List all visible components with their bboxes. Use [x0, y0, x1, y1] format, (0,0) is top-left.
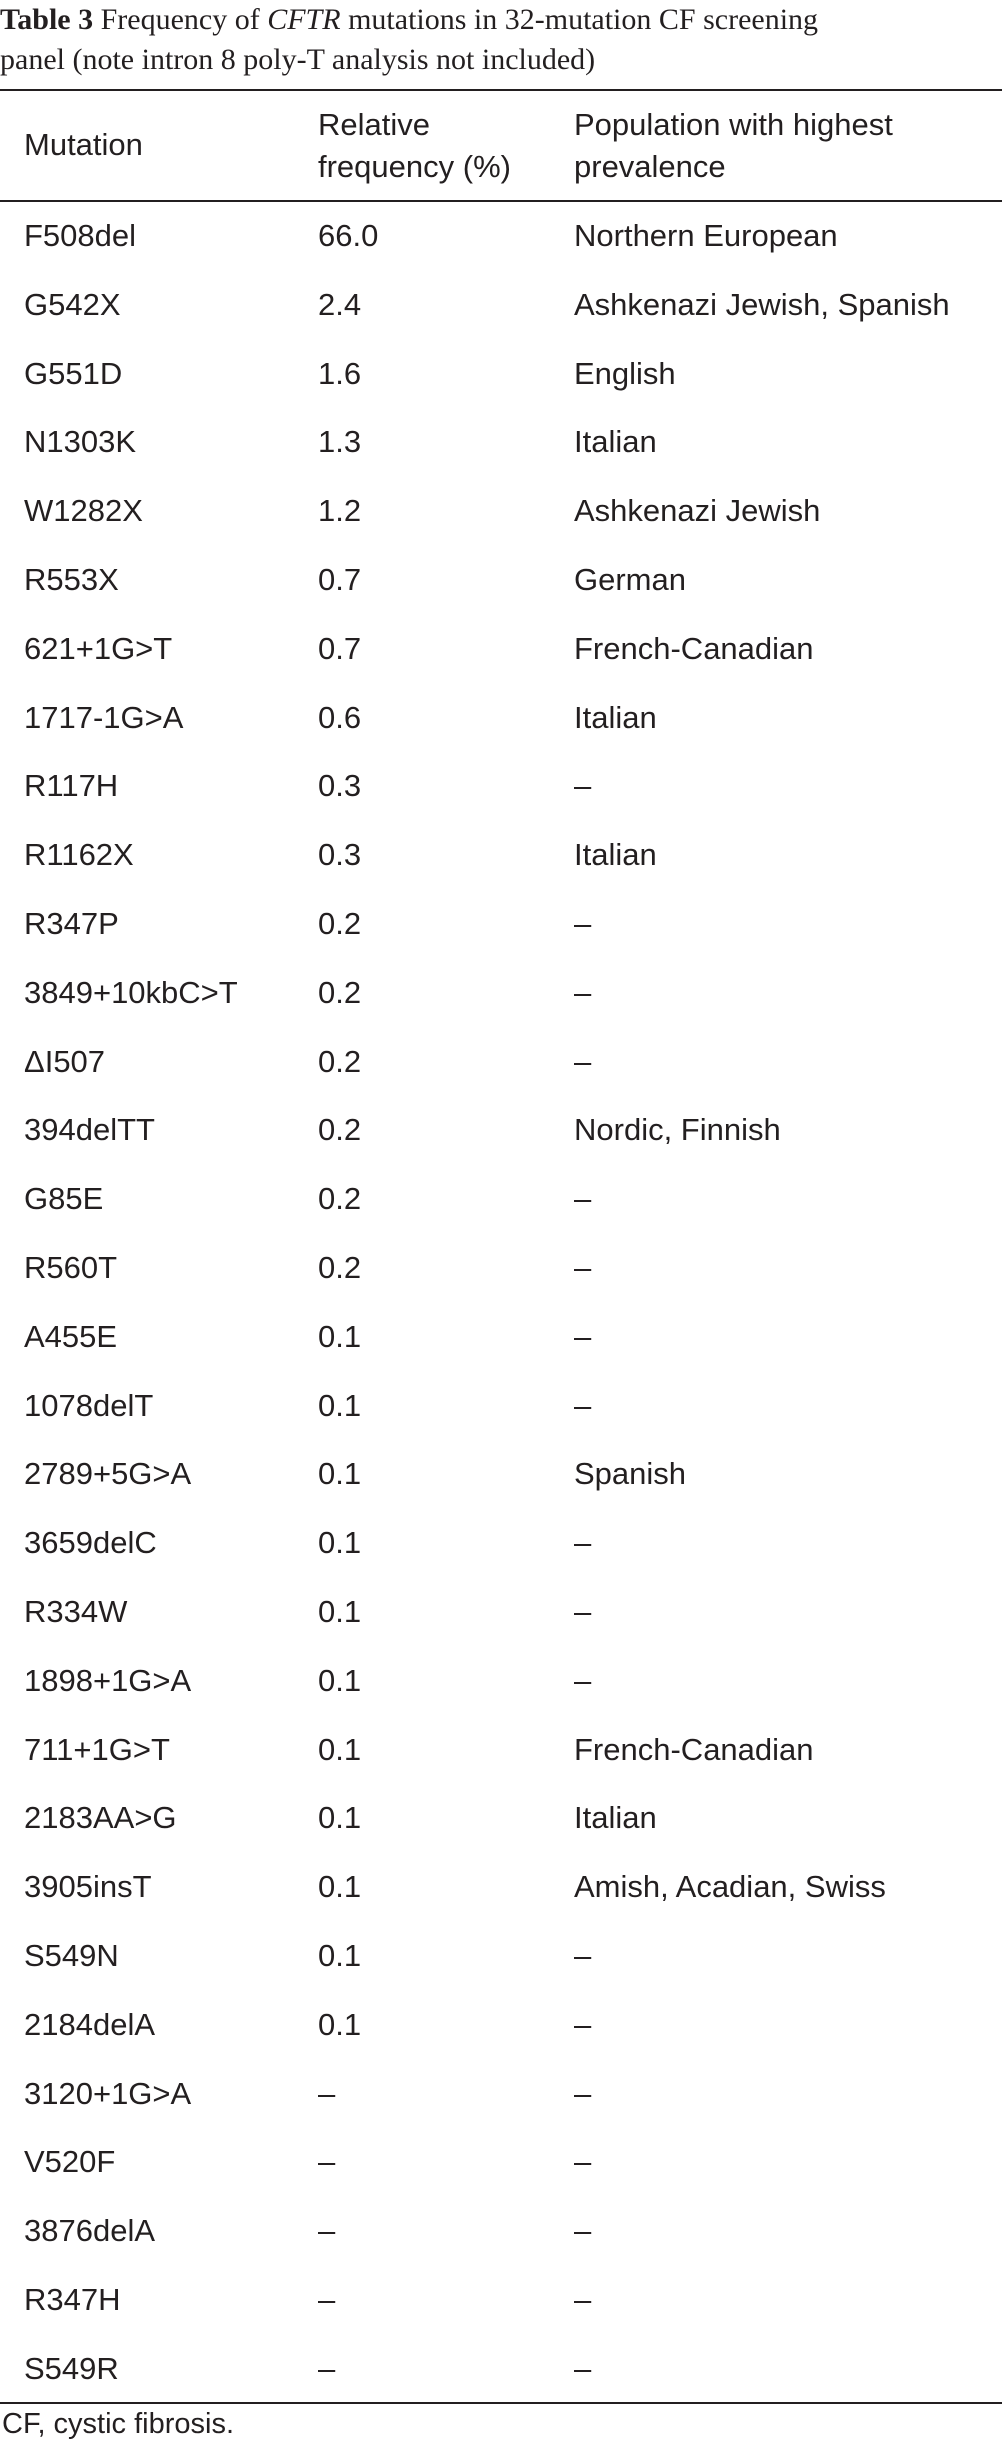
mutation-cell: R1162X: [24, 837, 134, 873]
mutation-cell: 3120+1G>A: [24, 2075, 192, 2111]
caption-line-1: [0, 0, 1002, 40]
table-row: [0, 202, 1002, 271]
population-cell: Ashkenazi Jewish, Spanish: [574, 286, 950, 322]
table-row: [0, 1991, 1002, 2060]
frequency-cell: 0.2: [318, 905, 362, 941]
mutation-cell: 711+1G>T: [24, 1731, 170, 1767]
frequency-cell: 0.2: [318, 1249, 362, 1285]
population-cell: Italian: [574, 424, 657, 460]
mutation-cell: G542X: [24, 286, 121, 322]
population-cell: English: [574, 355, 676, 391]
mutation-cell: G85E: [24, 1181, 104, 1217]
table-row: [0, 2197, 1002, 2266]
population-cell: German: [574, 561, 686, 597]
table-top-rule: [0, 89, 1002, 91]
header-relative-frequency-line2: frequency (%): [318, 149, 511, 184]
population-cell: –: [574, 974, 592, 1010]
population-cell: French-Canadian: [574, 630, 814, 666]
population-cell: –: [574, 1043, 592, 1079]
frequency-cell: 0.2: [318, 1112, 362, 1148]
population-cell: –: [574, 1318, 592, 1354]
frequency-cell: 0.7: [318, 561, 362, 597]
population-cell: –: [574, 2281, 592, 2317]
table-row: [0, 821, 1002, 890]
table-footnote: CF, cystic fibrosis.: [2, 2408, 235, 2440]
frequency-cell: 0.1: [318, 1731, 362, 1767]
frequency-cell: –: [318, 2075, 336, 2111]
frequency-cell: 0.1: [318, 1525, 362, 1561]
caption-text-1: Frequency of: [93, 3, 268, 36]
frequency-cell: –: [318, 2144, 336, 2180]
mutation-cell: G551D: [24, 355, 123, 391]
mutation-cell: 3659delC: [24, 1525, 157, 1561]
table-row: [0, 340, 1002, 409]
table-row: [0, 959, 1002, 1028]
population-cell: Spanish: [574, 1456, 687, 1492]
frequency-cell: –: [318, 2213, 336, 2249]
frequency-cell: 0.1: [318, 1800, 362, 1836]
caption-line-2: panel (note intron 8 poly-T analysis not included): [0, 43, 596, 76]
mutation-cell: 3905insT: [24, 1869, 152, 1905]
mutation-cell: 3849+10kbC>T: [24, 974, 238, 1010]
population-cell: French-Canadian: [574, 1731, 814, 1767]
mutation-cell: R334W: [24, 1593, 128, 1629]
frequency-cell: 0.2: [318, 974, 362, 1010]
population-cell: –: [574, 1593, 592, 1629]
header-relative-frequency: [318, 104, 511, 188]
header-population-line2: prevalence: [574, 149, 726, 184]
mutation-cell: 1898+1G>A: [24, 1662, 192, 1698]
table-row: [0, 1853, 1002, 1922]
mutation-cell: N1303K: [24, 424, 137, 460]
population-cell: –: [574, 2213, 592, 2249]
table-row: [0, 408, 1002, 477]
population-cell: –: [574, 2075, 592, 2111]
frequency-cell: 2.4: [318, 286, 362, 322]
table-row: [0, 1509, 1002, 1578]
header-relative-frequency-line1: Relative: [318, 107, 430, 142]
population-cell: Italian: [574, 699, 657, 735]
mutation-cell: 1078delT: [24, 1387, 154, 1423]
population-cell: –: [574, 1937, 592, 1973]
table-row: [0, 1647, 1002, 1716]
table-row: [0, 1784, 1002, 1853]
mutation-cell: 3876delA: [24, 2213, 156, 2249]
mutation-cell: 1717-1G>A: [24, 699, 184, 735]
population-cell: –: [574, 1387, 592, 1423]
table-row: [0, 271, 1002, 340]
frequency-cell: 0.1: [318, 1937, 362, 1973]
frequency-cell: 0.1: [318, 1318, 362, 1354]
table-row: [0, 546, 1002, 615]
frequency-cell: –: [318, 2281, 336, 2317]
table-row: [0, 1234, 1002, 1303]
table-row: [0, 752, 1002, 821]
table-row: [0, 2128, 1002, 2197]
frequency-cell: 1.2: [318, 493, 362, 529]
frequency-cell: 0.2: [318, 1043, 362, 1079]
frequency-cell: 66.0: [318, 218, 379, 253]
population-cell: –: [574, 2350, 592, 2386]
mutation-cell: 394delTT: [24, 1112, 155, 1148]
frequency-cell: –: [318, 2350, 336, 2386]
population-cell: –: [574, 1249, 592, 1285]
mutation-cell: S549N: [24, 1937, 119, 1973]
table-row: [0, 615, 1002, 684]
frequency-cell: 0.1: [318, 1456, 362, 1492]
header-mutation-label: Mutation: [24, 127, 143, 162]
frequency-cell: 0.3: [318, 837, 362, 873]
population-cell: –: [574, 2144, 592, 2180]
mutation-cell: R560T: [24, 1249, 118, 1285]
table-row: [0, 1922, 1002, 1991]
mutation-cell: R347P: [24, 905, 119, 941]
table-label: Table 3: [0, 3, 94, 36]
caption-text-2: mutations in 32-mutation CF screening: [340, 3, 819, 36]
frequency-cell: 0.1: [318, 2006, 362, 2042]
table-row: [0, 1303, 1002, 1372]
table-row: [0, 1578, 1002, 1647]
table-row: [0, 1440, 1002, 1509]
population-cell: –: [574, 1525, 592, 1561]
mutation-cell: 2183AA>G: [24, 1800, 177, 1836]
mutation-cell: 621+1G>T: [24, 630, 173, 666]
table-row: [0, 890, 1002, 959]
population-cell: –: [574, 2006, 592, 2042]
header-population-line1: Population with highest: [574, 107, 893, 142]
table-row: [0, 2335, 1002, 2404]
table-row: [0, 684, 1002, 753]
table-row: [0, 1165, 1002, 1234]
frequency-cell: 0.2: [318, 1181, 362, 1217]
header-population: [574, 104, 893, 188]
frequency-cell: 0.1: [318, 1869, 362, 1905]
table-row: [0, 1096, 1002, 1165]
mutation-cell: F508del: [24, 218, 137, 253]
population-cell: Nordic, Finnish: [574, 1112, 781, 1148]
frequency-cell: 0.6: [318, 699, 362, 735]
table-row: [0, 1372, 1002, 1441]
frequency-cell: 1.6: [318, 355, 362, 391]
mutation-cell: W1282X: [24, 493, 143, 529]
frequency-cell: 0.1: [318, 1593, 362, 1629]
caption-gene-name: CFTR: [267, 3, 341, 36]
frequency-cell: 0.1: [318, 1387, 362, 1423]
mutation-cell: 2184delA: [24, 2006, 156, 2042]
population-cell: Italian: [574, 837, 657, 873]
table-row: [0, 1716, 1002, 1785]
population-cell: –: [574, 905, 592, 941]
table-row: [0, 1028, 1002, 1097]
population-cell: –: [574, 1662, 592, 1698]
table-body: [0, 202, 1002, 2404]
population-cell: Italian: [574, 1800, 657, 1836]
mutation-cell: S549R: [24, 2350, 119, 2386]
table-row: [0, 2266, 1002, 2335]
table-row: [0, 2060, 1002, 2129]
mutation-cell: A455E: [24, 1318, 118, 1354]
header-mutation: [24, 124, 143, 166]
table-caption: [0, 0, 1002, 80]
population-cell: Amish, Acadian, Swiss: [574, 1869, 886, 1905]
frequency-cell: 0.1: [318, 1662, 362, 1698]
mutation-cell: V520F: [24, 2144, 116, 2180]
population-cell: Northern European: [574, 218, 838, 253]
population-cell: –: [574, 768, 592, 804]
mutation-cell: R553X: [24, 561, 119, 597]
frequency-cell: 0.3: [318, 768, 362, 804]
mutation-cell: R347H: [24, 2281, 121, 2317]
mutation-cell: ΔI507: [24, 1043, 106, 1079]
frequency-cell: 0.7: [318, 630, 362, 666]
population-cell: –: [574, 1181, 592, 1217]
table-header-row: [0, 96, 1002, 200]
population-cell: Ashkenazi Jewish: [574, 493, 821, 529]
mutation-cell: R117H: [24, 768, 119, 804]
table-row: [0, 477, 1002, 546]
mutation-cell: 2789+5G>A: [24, 1456, 192, 1492]
frequency-cell: 1.3: [318, 424, 362, 460]
